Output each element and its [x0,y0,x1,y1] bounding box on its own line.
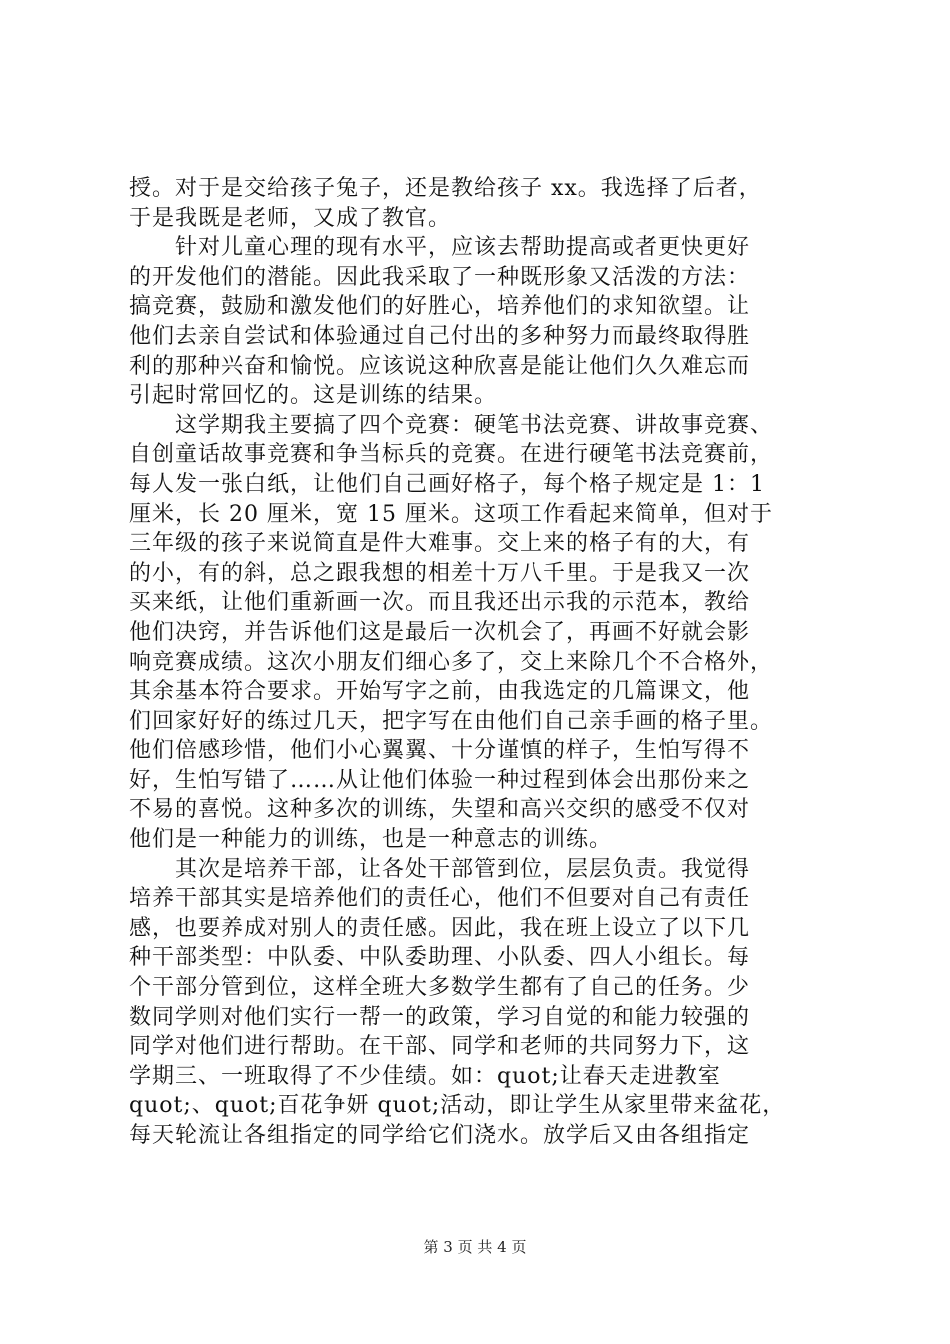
text-line: 感，也要养成对别人的责任感。因此，我在班上设立了以下几 [129,915,751,941]
text-line: 他们决窍，并告诉他们这是最后一次机会了，再画不好就会影 [129,619,751,645]
text-line: 搞竞赛，鼓励和激发他们的好胜心，培养他们的求知欲望。让 [129,294,751,320]
text-line: 他们是一种能力的训练，也是一种意志的训练。 [129,827,613,853]
text-line: 的小，有的斜，总之跟我想的相差十万八千里。于是我又一次 [129,560,751,586]
body-text [129,174,829,1151]
text-line: 针对儿童心理的现有水平，应该去帮助提高或者更快更好 [129,235,751,261]
text-line: 这学期我主要搞了四个竞赛：硬笔书法竞赛、讲故事竞赛、 [129,412,774,438]
text-line: 利的那种兴奋和愉悦。应该说这种欣喜是能让他们久久难忘而 [129,353,751,379]
text-line: 好，生怕写错了……从让他们体验一种过程到体会出那份来之 [129,767,751,793]
text-line: 买来纸，让他们重新画一次。而且我还出示我的示范本，教给 [129,590,751,616]
text-line: 自创童话故事竞赛和争当标兵的竞赛。在进行硬笔书法竞赛前， [129,442,774,468]
text-line: 种干部类型：中队委、中队委助理、小队委、四人小组长。每 [129,945,751,971]
text-line: 培养干部其实是培养他们的责任心，他们不但要对自己有责任 [129,886,751,912]
text-line: 不易的喜悦。这种多次的训练，失望和高兴交织的感受不仅对 [129,797,751,823]
text-line: 们回家好好的练过几天，把字写在由他们自己亲手画的格子里。 [129,708,774,734]
text-line: 的开发他们的潜能。因此我采取了一种既形象又活泼的方法： [129,264,751,290]
page-footer: 第 3 页 共 4 页 [423,1238,527,1256]
text-line: 学期三、一班取得了不少佳绩。如：quot;让春天走进教室 [129,1063,721,1089]
text-line: 三年级的孩子来说简直是件大难事。交上来的格子有的大，有 [129,531,751,557]
text-line: 响竞赛成绩。这次小朋友们细心多了，交上来除几个不合格外， [129,649,774,675]
text-line: 引起时常回忆的。这是训练的结果。 [129,383,498,409]
text-line: 他们倍感珍惜，他们小心翼翼、十分谨慎的样子，生怕写得不 [129,738,751,764]
text-line: quot;、quot;百花争妍 quot;活动，即让学生从家里带来盆花， [129,1093,786,1119]
text-line: 其次是培养干部，让各处干部管到位，层层负责。我觉得 [129,856,751,882]
text-line: 他们去亲自尝试和体验通过自己付出的多种努力而最终取得胜 [129,323,751,349]
text-line: 授。对于是交给孩子兔子，还是教给孩子 xx。我选择了后者， [129,176,762,201]
text-line: 个干部分管到位，这样全班大多数学生都有了自己的任务。少 [129,975,751,1001]
text-line: 每人发一张白纸，让他们自己画好格子，每个格子规定是 1：1 [129,471,765,497]
text-line: 每天轮流让各组指定的同学给它们浇水。放学后又由各组指定 [129,1123,751,1148]
text-line: 同学对他们进行帮助。在干部、同学和老师的共同努力下，这 [129,1034,751,1060]
text-line: 厘米，长 20 厘米，宽 15 厘米。这项工作看起来简单，但对于 [129,501,773,527]
text-line: 其余基本符合要求。开始写字之前，由我选定的几篇课文，他 [129,679,751,705]
text-line: 于是我既是老师，又成了教官。 [129,205,452,231]
text-line: 数同学则对他们实行一帮一的政策，学习自觉的和能力较强的 [129,1004,751,1030]
